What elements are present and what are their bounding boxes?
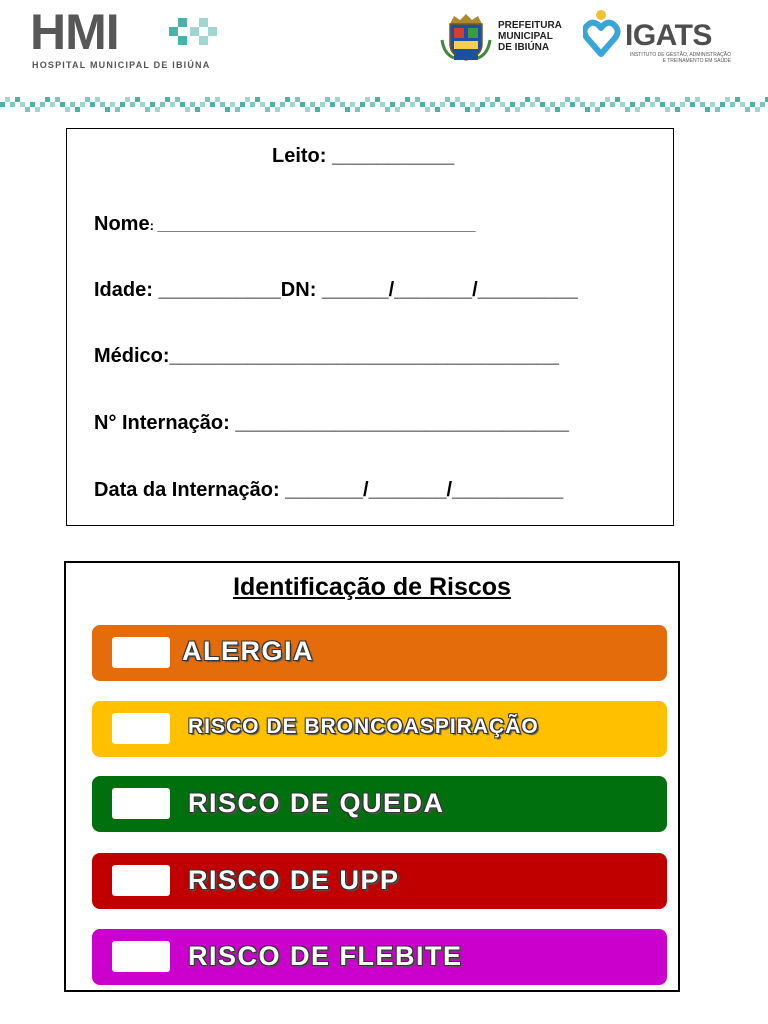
- risk-label-upp: RISCO DE UPP: [188, 865, 400, 895]
- hmi-logo: [30, 4, 230, 70]
- risk-label-broncoaspiracao: RISCO DE BRONCOASPIRAÇÃO: [188, 715, 539, 738]
- risk-label-alergia: ALERGIA: [182, 636, 314, 666]
- internacao-field: N° Internação: ______________________________: [94, 412, 570, 434]
- prefeitura-line-1: PREFEITURA: [498, 20, 562, 31]
- risk-checkbox[interactable]: [112, 713, 170, 744]
- risk-checkbox[interactable]: [112, 637, 170, 668]
- risk-bar-queda: [92, 776, 667, 832]
- heart-person-icon: [583, 8, 623, 58]
- prefeitura-text: [498, 20, 562, 53]
- risk-bar-flebite: [92, 929, 667, 985]
- risk-bar-broncoaspiracao: [92, 701, 667, 757]
- patient-identification-card: [66, 128, 674, 526]
- igats-logo-text: IGATS: [625, 19, 712, 52]
- igats-subtitle: INSTITUTO DE GESTÃO, ADMINISTRAÇÃO E TREINAMENTO EM SAÚDE: [629, 52, 731, 64]
- city-seal-icon: [440, 10, 492, 62]
- hmi-plus-icon: [163, 13, 223, 53]
- hmi-logo-text: HMI: [30, 4, 119, 60]
- page-header: [0, 0, 768, 90]
- risk-label-queda: RISCO DE QUEDA: [188, 788, 445, 818]
- igats-logo: [583, 8, 743, 68]
- medico-field: Médico:___________________________________: [94, 345, 559, 367]
- risk-checkbox[interactable]: [112, 788, 170, 819]
- risk-checkbox[interactable]: [112, 865, 170, 896]
- hmi-subtitle: HOSPITAL MUNICIPAL DE IBIÚNA: [32, 60, 211, 70]
- risk-bar-upp: [92, 853, 667, 909]
- nome-line: : ____________________________________________: [149, 218, 476, 233]
- nome-label: Nome: [94, 213, 150, 235]
- data-internacao-field: Data da Internação: _______/_______/__________: [94, 479, 564, 501]
- leito-field: Leito: ___________: [272, 145, 455, 167]
- risk-bar-alergia: [92, 625, 667, 681]
- prefeitura-line-2: MUNICIPAL: [498, 31, 553, 42]
- decorative-pixel-band: [0, 92, 768, 114]
- prefeitura-logo: [440, 10, 580, 64]
- risk-checkbox[interactable]: [112, 941, 170, 972]
- nome-field: [94, 213, 476, 236]
- idade-dn-field: Idade: ___________DN: ______/_______/_________: [94, 279, 578, 301]
- prefeitura-line-3: DE IBIÚNA: [498, 42, 550, 53]
- risk-title: Identificação de Riscos: [233, 573, 511, 601]
- risk-identification-card: [64, 561, 680, 992]
- risk-label-flebite: RISCO DE FLEBITE: [188, 941, 463, 971]
